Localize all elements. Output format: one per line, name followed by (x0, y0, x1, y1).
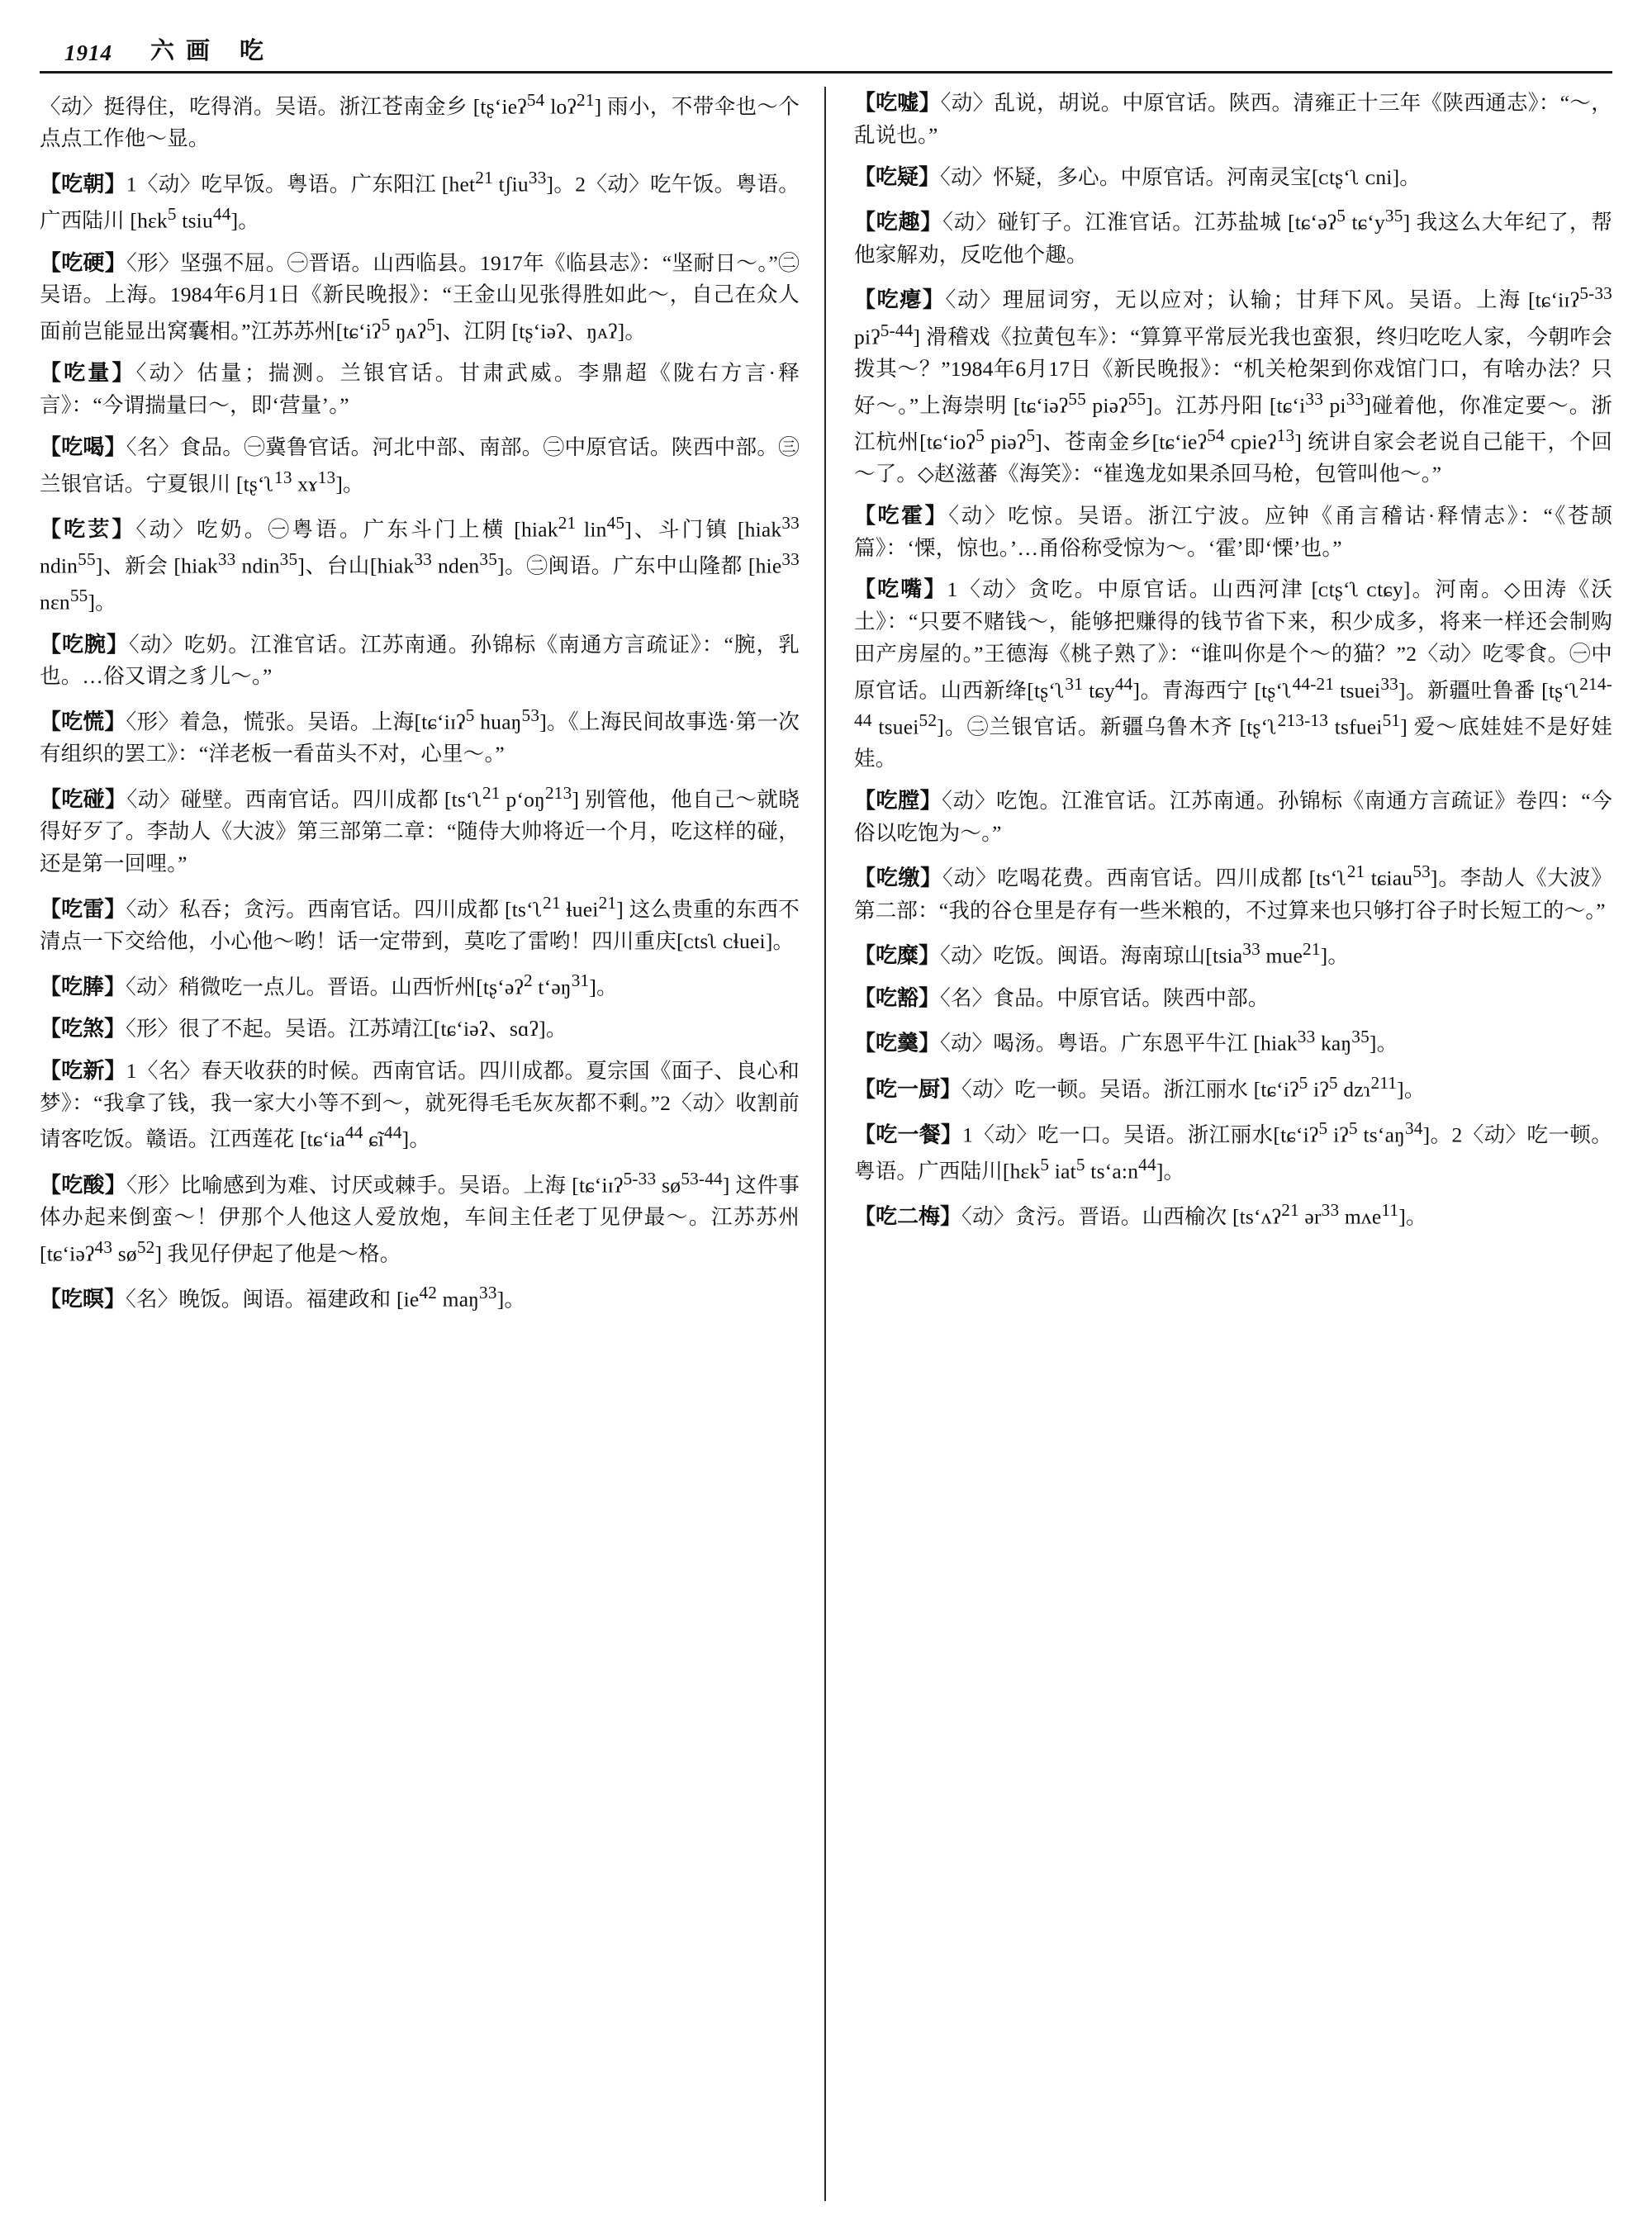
entry-text: 【吃疑】〈动〉怀疑，多心。中原官话。河南灵宝[ᴄtʂʻʅ ᴄni]。 (854, 164, 1421, 189)
header-rule (40, 71, 1612, 74)
entry-headword: 【吃疑】 (854, 164, 941, 189)
entry-headword: 【吃嘴】 (854, 576, 947, 602)
dictionary-entry (40, 87, 800, 155)
entry-headword: 【吃朝】 (40, 171, 126, 197)
dictionary-entry (854, 280, 1612, 491)
entry-text: 【吃慌】〈形〉着急，慌张。吴语。上海[tɕʻiɪʔ$^5$ huaŋ$^{53}$]。《上海民间故事选·第一次有组织的罢工》：“洋老板一看苗头不对，心里～。” (40, 705, 800, 766)
entry-text: 【吃朝】1〈动〉吃早饭。粤语。广东阳江 [het$^{21}$ tʃiu$^{33}$]。2〈动〉吃午饭。粤语。广西陆川 [hɛk$^5$ tsiu$^{44}$]。 (40, 168, 800, 233)
dictionary-entry (854, 982, 1612, 1015)
entry-text: 【吃二梅】〈动〉贪污。晋语。山西榆次 [tsʻʌʔ$^{21}$ ər$^{33}$ mʌe$^{11}$]。 (854, 1200, 1427, 1229)
entry-text: 【吃膛】〈动〉吃饱。江淮官话。江苏南通。孙锦标《南通方言疏证》卷四：“今俗以吃饱为～。” (854, 787, 1612, 845)
dictionary-entry (854, 858, 1612, 927)
entry-text: 【吃新】1〈名〉春天收获的时候。西南官话。四川成都。夏宗国《面子、良心和梦》：“我拿了钱，我一家大小等不到～，就死得毛毛灰灰都不剩。”2〈动〉收割前请客吃饭。赣语。江西莲花 [tɕʻia$^{44}$ ɕĩ$^{44}$]。 (40, 1057, 800, 1151)
dictionary-entry (854, 1115, 1612, 1189)
entry-headword: 【吃糜】 (854, 942, 941, 968)
dictionary-entry (854, 161, 1612, 194)
dictionary-entry (40, 629, 800, 694)
entry-headword: 【吃䏾】 (40, 974, 126, 999)
entry-text: 【吃瘪】〈动〉理屈词穷，无以应对；认输；甘拜下风。吴语。上海 [tɕʻiɪʔ$^{5-33}$ piʔ$^{5-44}$] 滑稽戏《拉黄包车》：“算算平常辰光我也蛮狠，终归吃吃人家，今朝咋会拨其～？”1984年6月17日《新民晚报》：“机关枪架到你戏馆门口，有啥办法？只好～。”上海崇明 [tɕʻiəʔ$^{55}$ piəʔ$^{55}$]。江苏丹阳 [tɕʻi$^{33}$ $pi^{33}$]碰着他，你准定要～。浙江杭州[tɕʻioʔ$^5$ piəʔ$^5$]、苍南金乡[tɕʻieʔ$^{54}$ ᴄpieʔ$^{13}$] 统讲自家会老说自己能干，个回～了。◇赵滋蕃《海笑》：“崔逸龙如果杀回马枪，包管叫他～。” (854, 283, 1612, 486)
entry-text: 【吃碰】〈动〉碰壁。西南官话。四川成都 [tsʻʅ$^{21}$ pʻoŋ$^{213}$] 别管他，他自己～就晓得好歹了。李劼人《大波》第三部第二章：“随侍大帅将近一个月，吃这样的碰，还是第一回哩。” (40, 783, 800, 875)
dictionary-entry (40, 247, 800, 349)
entry-text: 【吃羹】〈动〉喝汤。粤语。广东恩平牛江 [hiak$^{33}$ kaŋ$^{35}$]。 (854, 1027, 1398, 1056)
dictionary-entry (40, 780, 800, 880)
entry-text: 【吃豁】〈名〉食品。中原官话。陕西中部。 (854, 985, 1270, 1010)
entry-text: 【吃腕】〈动〉吃奶。江淮官话。江苏南通。孙锦标《南通方言疏证》：“腕，乳也。…俗又谓之豸儿～。” (40, 631, 800, 689)
two-column-body (40, 87, 1612, 2201)
dictionary-entry (40, 1165, 800, 1270)
dictionary-entry (40, 164, 800, 238)
dictionary-entry (40, 431, 800, 501)
entry-headword: 【吃霍】 (854, 502, 949, 528)
dictionary-entry (40, 967, 800, 1004)
entry-headword: 【吃瘪】 (854, 287, 946, 312)
dictionary-entry (854, 1070, 1612, 1106)
folio-number: 1914 (64, 40, 112, 65)
dictionary-entry (854, 500, 1612, 565)
entry-text: 【吃量】〈动〉估量；揣测。兰银官话。甘肃武威。李鼎超《陇右方言·释言》：“今谓揣量曰～，即‘营量’。” (40, 360, 800, 417)
dictionary-entry (854, 785, 1612, 850)
entry-text: 〈动〉挺得住，吃得消。吴语。浙江苍南金乡 [tʂʻieʔ$^{54}$ loʔ$^{21}$] 雨小，不带伞也～个点点工作他～显。 (40, 90, 800, 151)
dictionary-entry (40, 510, 800, 619)
entry-text: 【吃酸】〈形〉比喻感到为难、讨厌或棘手。吴语。上海 [tɕʻiɪʔ$^{5-33}$ $sø^{53-44}$] 这件事体办起来倒蛮～！伊那个人他这人爱放炮，车间主任老丁见伊最～。江苏苏州 [tɕʻiəʔ$^{43}$ $sø^{52}$] 我见仔伊起了他是～格。 (40, 1168, 800, 1265)
entry-text: 【吃𦬜】〈动〉吃奶。㊀粤语。广东斗门上横 [hiak$^{21}$ lin$^{45}$]、斗门镇 [hiak$^{33}$ ndin$^{55}$]、新会 [hiak$^{33}$ ndin$^{35}$]、台山[hiak$^{33}$ nden$^{35}$]。㊁闽语。广东中山隆都 [hie$^{33}$ nɛn$^{55}$]。 (40, 512, 800, 614)
entry-headword: 【吃雷】 (40, 896, 126, 922)
entry-text: 【吃一餐】1〈动〉吃一口。吴语。浙江丽水[tɕʻiʔ$^5$ iʔ$^5$ tsʻaŋ$^{34}$]。2〈动〉吃一顿。粤语。广西陆川[hɛk$^5$ iat$^5$ $tsʻa:n^{44}$]。 (854, 1117, 1612, 1184)
entry-text: 【吃糜】〈动〉吃饭。闽语。海南琼山[tsia$^{33}$ mue$^{21}$]。 (854, 939, 1350, 968)
entry-headword: 【吃量】 (40, 360, 136, 386)
dictionary-entry (40, 357, 800, 422)
entry-headword: 【吃羹】 (854, 1030, 941, 1056)
entry-text: 【吃喝】〈名〉食品。㊀冀鲁官话。河北中部、南部。㊁中原官话。陕西中部。㊂兰银官话。宁夏银川 [tʂʻʅ$^{13}$ xɤ$^{13}$]。 (40, 434, 800, 496)
entry-text: 【吃煞】〈形〉很了不起。吴语。江苏靖江[tɕʻiəʔ、sɑʔ]。 (40, 1016, 567, 1041)
entry-headword: 【吃一厨】 (854, 1076, 962, 1101)
dictionary-entry (40, 702, 800, 771)
dictionary-entry (854, 1023, 1612, 1060)
entry-text: 【吃霍】〈动〉吃惊。吴语。浙江宁波。应钟《甬言稽诂·释情志》：“《苍颉篇》：‘慄，惊也。’…甬俗称受惊为～。‘霍’即‘慄’也。” (854, 502, 1612, 560)
dictionary-entry (40, 1055, 800, 1156)
entry-text: 【吃一厨】〈动〉吃一顿。吴语。浙江丽水 [tɕʻiʔ$^5$ iʔ$^5$ dzɿ$^{211}$]。 (854, 1072, 1426, 1101)
entry-headword: 【吃豁】 (854, 985, 941, 1010)
entry-headword: 【吃腕】 (40, 631, 129, 657)
entry-headword: 【吃一餐】 (854, 1122, 963, 1147)
entry-headword: 【吃酸】 (40, 1172, 127, 1197)
left-column (40, 87, 826, 2201)
page-title: 六画 吃 (150, 38, 276, 64)
entry-headword: 【吃膛】 (854, 787, 942, 813)
entry-headword: 【吃碰】 (40, 786, 127, 812)
entry-headword: 【吃嘘】 (854, 90, 941, 115)
dictionary-entry (854, 1197, 1612, 1233)
entry-text: 【吃暝】〈名〉晚饭。闽语。福建政和 [$ie^{42}$ maŋ$^{33}$]。 (40, 1282, 526, 1312)
dictionary-entry (854, 936, 1612, 972)
dictionary-entry (854, 87, 1612, 152)
dictionary-entry (40, 1013, 800, 1046)
entry-headword: 【吃煞】 (40, 1016, 126, 1041)
entry-headword: 【吃慌】 (40, 709, 126, 734)
right-column (826, 87, 1612, 2201)
entry-headword: 【吃暝】 (40, 1286, 126, 1312)
entry-headword: 【吃𦬜】 (40, 516, 136, 542)
entry-text: 【吃䏾】〈动〉稍微吃一点儿。晋语。山西忻州[tʂʻəʔ$^2$ tʻəŋ$^{31}$]。 (40, 970, 618, 999)
entry-headword: 【吃二梅】 (854, 1203, 962, 1229)
entry-headword: 【吃趣】 (854, 209, 943, 235)
entry-headword: 【吃喝】 (40, 434, 126, 459)
dictionary-entry (40, 890, 800, 958)
entry-headword: 【吃缴】 (854, 865, 942, 890)
entry-headword: 【吃硬】 (40, 249, 126, 275)
dictionary-entry (854, 573, 1612, 776)
entry-text: 【吃缴】〈动〉吃喝花费。西南官话。四川成都 [tsʻʅ$^{21}$ tɕiau$^{53}$]。李劼人《大波》第二部：“我的谷仓里是存有一些米粮的，不过算来也只够打谷子时长短工的～。” (854, 861, 1612, 923)
entry-text: 【吃趣】〈动〉碰钉子。江淮官话。江苏盐城 [tɕʻəʔ$^5$ tɕʻy$^{35}$] 我这么大年纪了，帮他家解劝，反吃他个趣。 (854, 206, 1612, 267)
entry-text: 【吃嘘】〈动〉乱说，胡说。中原官话。陕西。清雍正十三年《陕西通志》：“～，乱说也。” (854, 90, 1612, 147)
entry-text: 【吃雷】〈动〉私吞；贪污。西南官话。四川成都 [tsʻʅ$^{21}$ ɬuei$^{21}$] 这么贵重的东西不清点一下交给他，小心他～哟！话一定带到，莫吃了雷哟！四川重庆[ᴄtsʅ ᴄɬuei]。 (40, 892, 800, 953)
page-header (40, 23, 1612, 66)
entry-text: 【吃硬】〈形〉坚强不屈。㊀晋语。山西临县。1917年《临县志》：“坚耐日～。”㊁吴语。上海。1984年6月1日《新民晚报》：“王金山见张得胜如此～，自己在众人面前岂能显出窝囊相。”江苏苏州[tɕʻiʔ$^5$ ŋᴀʔ$^5$]、江阴 [tʂʻiəʔ、ŋᴀʔ]。 (40, 249, 800, 344)
entry-text: 【吃嘴】1〈动〉贪吃。中原官话。山西河津 [ᴄtʂʻʅ ᴄtɕy]。河南。◇田涛《沃土》：“只要不赌钱～，能够把赚得的钱节省下来，积少成多，将来一样还会制购田产房屋的。”王德海《桃子熟了》：“谁叫你是个～的猫？”2〈动〉吃零食。㊀中原官话。山西新绛[tʂʻʅ$^{31}$ tɕy$^{44}$]。青海西宁 [tʂʻʅ$^{44-21}$ tsuei$^{33}$]。新疆吐鲁番 [tʂʻʅ$^{214-44}$ tsuei$^{52}$]。㊁兰银官话。新疆乌鲁木齐 [tʂʻʅ$^{213-13}$ tsfuei$^{51}$] 爱～底娃娃不是好娃娃。 (854, 576, 1612, 771)
entry-headword: 【吃新】 (40, 1057, 126, 1083)
dictionary-entry (854, 202, 1612, 271)
dictionary-entry (40, 1279, 800, 1316)
